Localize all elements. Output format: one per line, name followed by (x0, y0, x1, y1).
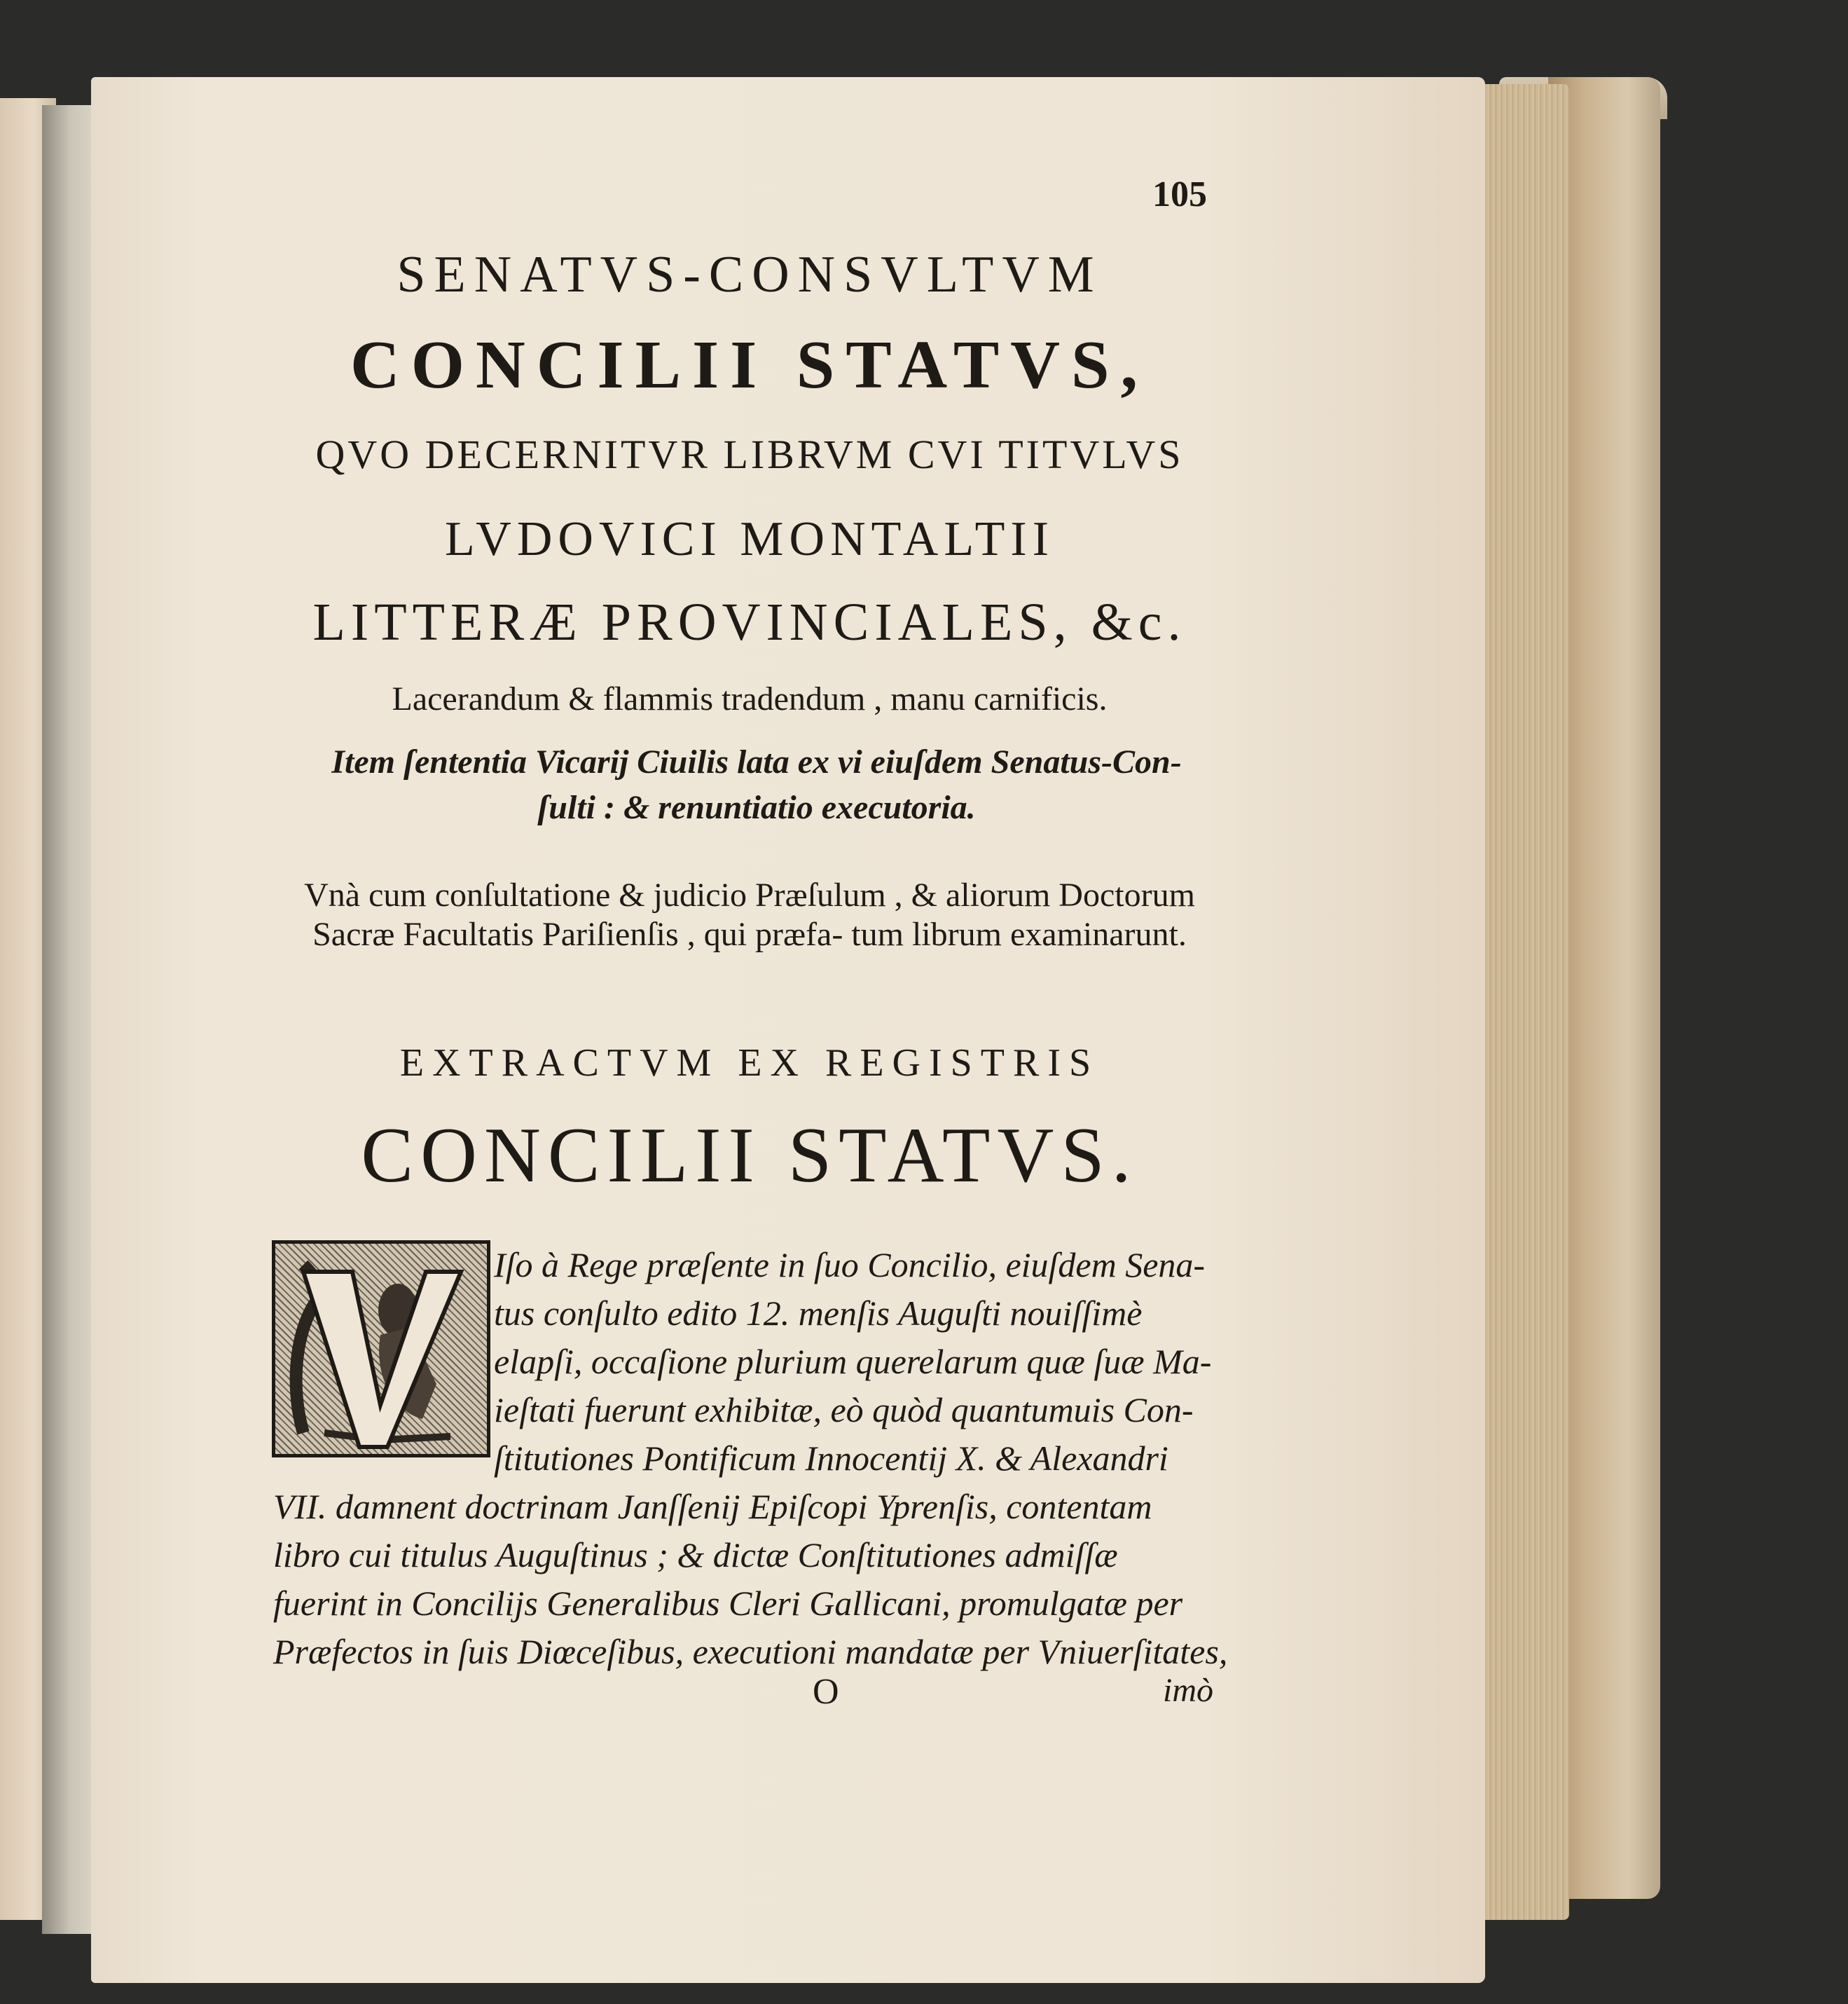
title-line-5: LITTERÆ PROVINCIALES, &c. (312, 593, 1187, 652)
title-line-3: QVO DECERNITVR LIBRVM CVI TITVLVS (315, 432, 1184, 477)
catchword: imò (1163, 1672, 1213, 1709)
body-line-8: fuerint in Concilijs Generalibus Cleri Gallicani, promulgatæ per (273, 1584, 1183, 1623)
body-line-5: ſtitutiones Pontificum Innocentij X. & Alexandri (494, 1439, 1168, 1478)
decorated-initial (272, 1240, 490, 1457)
body-line-4: ieſtati fuerunt exhibitæ, eò quòd quantumuis Con- (494, 1390, 1194, 1429)
body-line-9: Præfectos in ſuis Diœceſibus, executioni mandatæ per Vniuerſitates, (273, 1632, 1228, 1671)
signature-mark: O (813, 1672, 839, 1712)
subtitle: Lacerandum & flammis tradendum , manu carnificis. (392, 680, 1108, 718)
italic-note (266, 743, 1247, 827)
body-line-1: Iſo à Rege præſente in ſuo Concilio, eiuſdem Sena- (494, 1245, 1206, 1284)
title-line-1: SENATVS-CONSVLTVM (397, 246, 1103, 303)
una-cum-paragraph: Vnà cum conſultatione & judicio Præſulum , & aliorum Doctorum Sacræ Facultatis Pariſienſis , qui præfa- tum librum examinarunt. (304, 877, 1195, 953)
extract-title: CONCILII STATVS. (361, 1112, 1138, 1199)
body-line-7: libro cui titulus Auguſtinus ; & dictæ Conſtitutiones admiſſæ (273, 1535, 1118, 1574)
body-line-3: elapſi, occaſione plurium querelarum quæ ſuæ Ma- (494, 1342, 1212, 1381)
title-line-4: LVDOVICI MONTALTII (444, 512, 1055, 566)
extract-heading: EXTRACTVM EX REGISTRIS (399, 1041, 1100, 1085)
title-line-2: CONCILII STATVS, (350, 327, 1150, 403)
initial-letter-shape (275, 1244, 487, 1454)
italic-note-line-2: ſulti : & renuntiatio executoria. (537, 789, 976, 826)
body-line-2: tus conſulto edito 12. menſis Auguſti nouiſſimè (494, 1293, 1143, 1333)
italic-note-line-1: Item ſententia Vicarij Ciuilis lata ex vi eiuſdem Senatus-Con- (331, 743, 1182, 781)
page-number: 105 (1152, 174, 1207, 214)
body-line-6: VII. damnent doctrinam Janſſenij Epiſcopi Yprenſis, contentam (273, 1487, 1152, 1526)
